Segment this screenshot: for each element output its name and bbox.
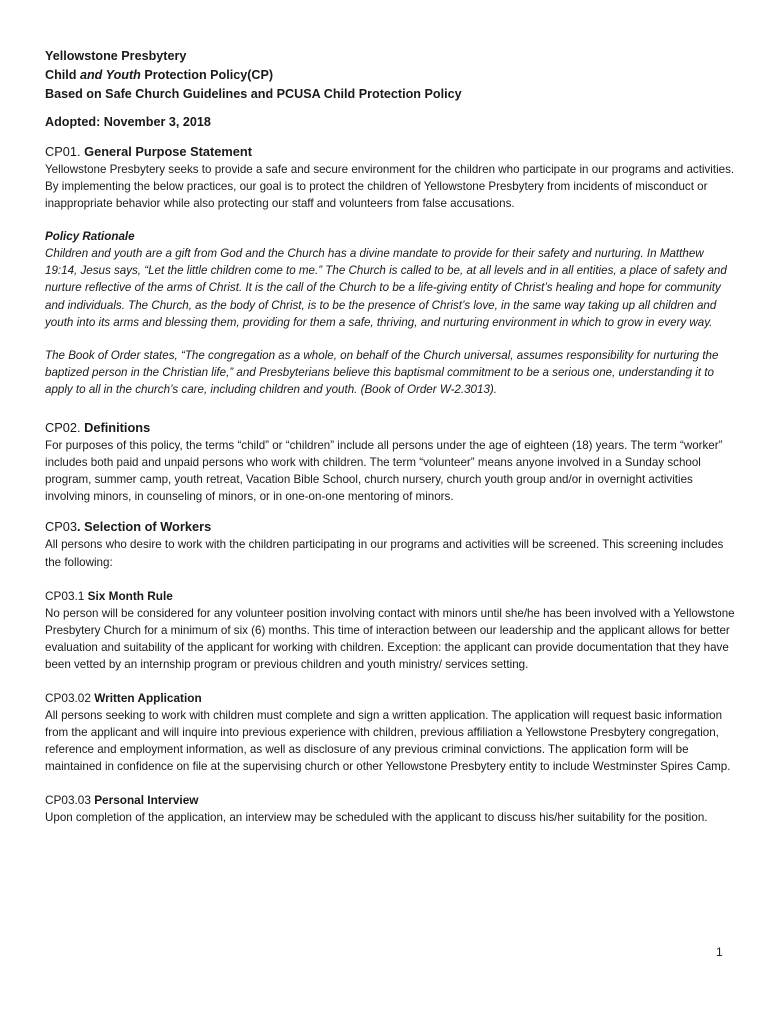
cp03-code: CP03: [45, 519, 78, 535]
header-line-2-a: Child: [45, 68, 80, 82]
header-line-2-b: and Youth: [79, 68, 141, 82]
cp01-title: General Purpose Statement: [84, 144, 252, 159]
cp02-code: CP02.: [45, 420, 85, 436]
cp01-body: Yellowstone Presbytery seeks to provide a safe and secure environment for the children who participate in our programs and activities. By implementing the below practices, our goal is to protect the children of Yellowstone Presbytery from incidents of misconduct or inappropriate behavior while also protecting our staff and volunteers from false accusations.: [45, 163, 735, 211]
cp02-body: For purposes of this policy, the terms “child” or “children” include all persons under the age of eighteen (18) years. The term “worker” includes both paid and unpaid persons who work with children. The term “volunteer” means anyone involved in a Sunday school program, summer camp, youth retreat, Vacation Bible School, church nursery, church youth group and/or in overnight activities involving minors, in counseling of minors, or in one-on-one mentoring of minors.: [45, 439, 723, 504]
header-line-2: [45, 66, 735, 85]
header-line-2-c: Protection Policy(CP): [140, 68, 274, 82]
cp03-1-title: Six Month Rule: [87, 588, 173, 603]
header-line-3: Based on Safe Church Guidelines and PCUSA Child Protection Policy: [45, 87, 462, 101]
cp01-heading: [45, 142, 735, 161]
cp03-03-body: Upon completion of the application, an interview may be scheduled with the applicant to discuss his/her suitability for the position.: [45, 811, 708, 825]
cp03-heading: [45, 517, 735, 536]
cp03-1-body: No person will be considered for any volunteer position involving contact with minors until she/he has been involved with a Yellowstone Presbytery Church for a minimum of six (6) months. This time of interaction between our leadership and the applicant allows for better evaluation and suitability of the applicant for working with children. Exception: the applicant can provide documentation that they have been vetted by an internship program or previous children and youth ministry/ services setting.: [45, 606, 735, 671]
cp03-03-code: CP03.03: [45, 793, 95, 808]
policy-rationale-body: Children and youth are a gift from God and the Church has a divine mandate to provide for their safety and nurturing. In Matthew 19:14, Jesus says, “Let the little children come to me.” The Church is called to be, at all levels and in all entities, a place of safety and nurture reflective of the arms of Christ. It is the call of the Church to be a life-giving entity of Christ’s healing and hope for community and individuals. The Church, as the body of Christ, is to be the presence of Christ’s love, in the same way taking up all children and youth into its arms and blessing them, providing for them a safe, thriving, and nurturing environment in which to grow in every way.: [45, 247, 727, 329]
cp03-03-title: Personal Interview: [94, 793, 199, 808]
cp03-1-heading: [45, 588, 735, 605]
cp03-title: . Selection of Workers: [77, 519, 212, 535]
cp02-heading: [45, 418, 735, 437]
adopted-date: Adopted: November 3, 2018: [45, 115, 211, 129]
policy-rationale-title: Policy Rationale: [45, 230, 135, 244]
cp03-body: All persons who desire to work with the children participating in our programs and activities will be screened. This screening includes the following:: [45, 538, 724, 569]
cp01-code: CP01.: [45, 144, 85, 159]
cp03-1-code: CP03.1: [45, 588, 88, 603]
cp02-title: Definitions: [84, 420, 151, 436]
page-number: 1: [716, 945, 723, 959]
cp03-03-heading: [45, 792, 735, 809]
cp03-02-body: All persons seeking to work with children must complete and sign a written application. The application will request basic information from the applicant and will inquire into previous experience with children, previous affiliation a Yellowstone Presbytery congregation, reference and employment information, as well as disclosure of any previous criminal convictions. The application form will be maintained in confidence on file at the supervising church or other Yellowstone Presbytery entity to include Westminster Spires Camp.: [45, 708, 731, 774]
book-of-order-paragraph: The Book of Order states, “The congregation as a whole, on behalf of the Church universal, assumes responsibility for nurturing the baptized person in the Christian life,” and Presbyterians believe this baptismal commitment to be a serious one, understanding it to apply to all in the church’s care, including children and youth. (Book of Order W-2.3013).: [45, 348, 719, 396]
document-page: [45, 47, 735, 826]
header-line-1: Yellowstone Presbytery: [45, 49, 187, 63]
cp03-02-code: CP03.02: [45, 690, 95, 705]
cp03-02-heading: [45, 690, 735, 707]
cp03-02-title: Written Application: [94, 690, 202, 705]
